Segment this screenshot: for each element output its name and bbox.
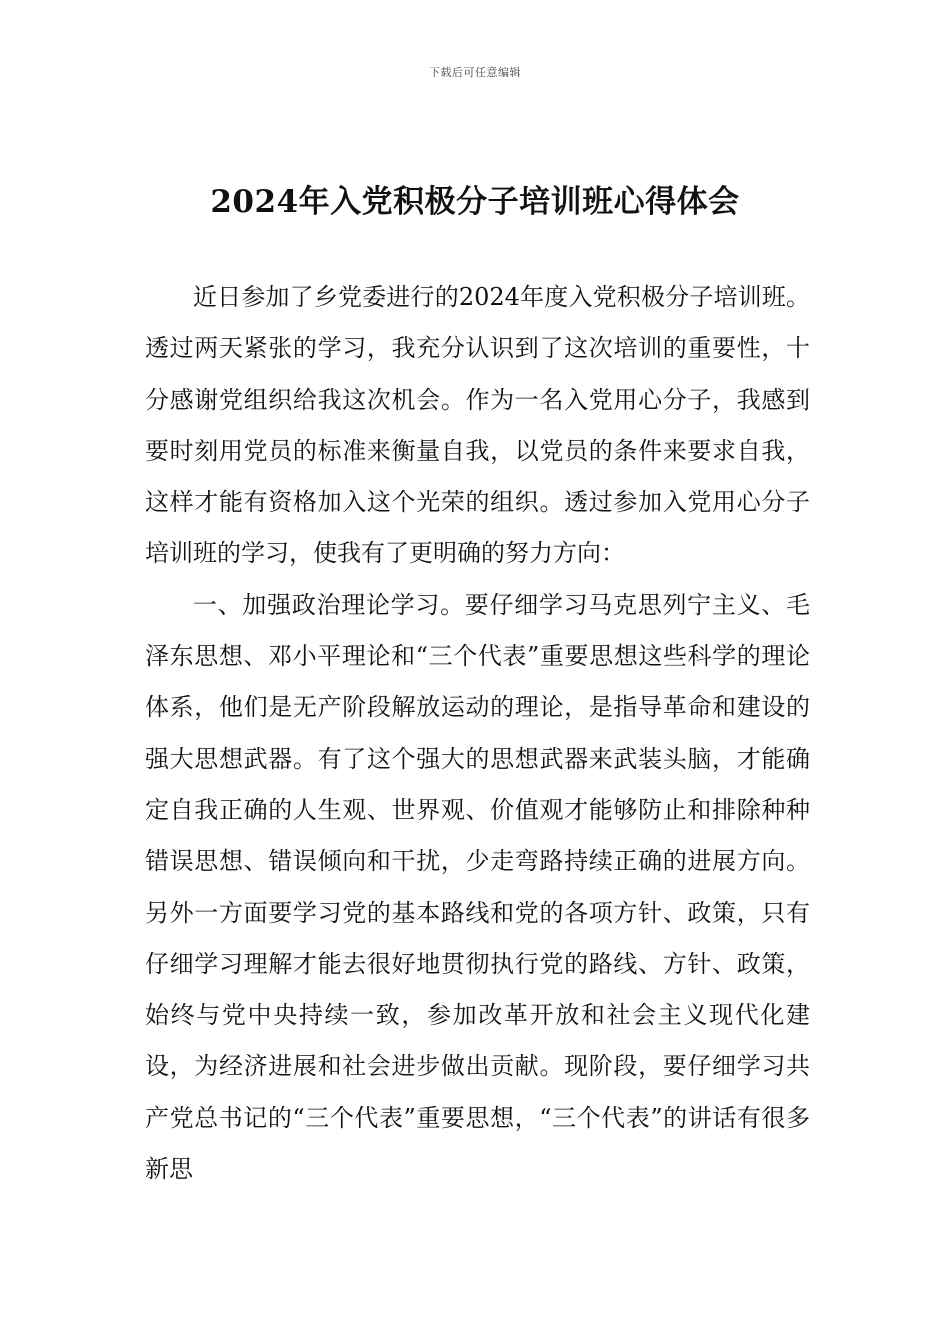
document-body — [145, 272, 810, 1195]
page-header-note: 下载后可任意编辑 — [429, 66, 521, 79]
paragraph-intro: 近日参加了乡党委进行的2024年度入党积极分子培训班。透过两天紧张的学习，我充分认识到了这次培训的重要性，十分感谢党组织给我这次机会。作为一名入党用心分子，我感到要时刻用党员的标准来衡量自我，以党员的条件来要求自我，这样才能有资格加入这个光荣的组织。透过参加入党用心分子培训班的学习，使我有了更明确的努力方向： — [145, 283, 810, 568]
document-title: 2024年入党积极分子培训班心得体会 — [210, 184, 740, 220]
paragraph-section-one: 一、加强政治理论学习。要仔细学习马克思列宁主义、毛泽东思想、邓小平理论和“三个代表”重要思想这些科学的理论体系，他们是无产阶段解放运动的理论，是指导革命和建设的强大思想武器。有了这个强大的思想武器来武装头脑，才能确定自我正确的人生观、世界观、价值观才能够防止和排除种种错误思想、错误倾向和干扰，少走弯路持续正确的进展方向。另外一方面要学习党的基本路线和党的各项方针、政策，只有仔细学习理解才能去很好地贯彻执行党的路线、方针、政策，始终与党中央持续一致，参加改革开放和社会主义现代化建设，为经济进展和社会进步做出贡献。现阶段，要仔细学习共产党总书记的“三个代表”重要思想，“三个代表”的讲话有很多新思 — [145, 590, 810, 1184]
